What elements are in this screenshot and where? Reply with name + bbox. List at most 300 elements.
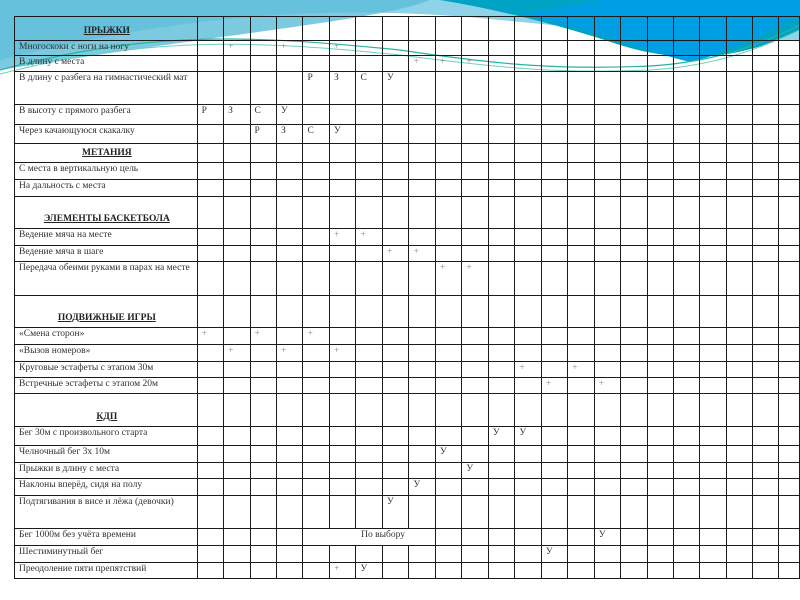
empty-cell (568, 529, 594, 546)
empty-cell (700, 144, 726, 163)
empty-cell (277, 229, 303, 246)
empty-cell (488, 56, 514, 72)
empty-cell (726, 328, 752, 345)
empty-cell (700, 362, 726, 378)
empty-cell (726, 163, 752, 180)
empty-cell (594, 125, 620, 144)
empty-cell (726, 446, 752, 463)
empty-cell (726, 463, 752, 479)
empty-cell (673, 262, 699, 296)
empty-cell (568, 163, 594, 180)
empty-cell (752, 427, 778, 446)
empty-cell (700, 125, 726, 144)
table-row (15, 229, 800, 246)
empty-cell (462, 345, 488, 362)
empty-cell (647, 427, 673, 446)
mark-cell: + (409, 56, 436, 72)
empty-cell (621, 463, 647, 479)
empty-cell (356, 427, 383, 446)
empty-cell (329, 197, 356, 229)
empty-cell (462, 496, 488, 529)
empty-cell (303, 262, 329, 296)
empty-cell (779, 180, 800, 197)
empty-cell (700, 180, 726, 197)
empty-cell (621, 144, 647, 163)
empty-cell (329, 496, 356, 529)
empty-cell (197, 72, 223, 105)
empty-cell (488, 378, 514, 394)
empty-cell (779, 17, 800, 41)
empty-cell (382, 394, 409, 427)
empty-cell (197, 229, 223, 246)
empty-cell (329, 246, 356, 262)
empty-cell (594, 17, 620, 41)
empty-cell (329, 394, 356, 427)
empty-cell (515, 246, 541, 262)
empty-cell (700, 17, 726, 41)
empty-cell (621, 546, 647, 563)
empty-cell (224, 144, 250, 163)
empty-cell (303, 394, 329, 427)
empty-cell (673, 427, 699, 446)
empty-cell (250, 144, 276, 163)
exercise-label: Бег 30м с произвольного старта (15, 427, 198, 446)
table-row (15, 72, 800, 105)
empty-cell (673, 229, 699, 246)
empty-cell (488, 496, 514, 529)
empty-cell (515, 345, 541, 362)
empty-cell (462, 105, 488, 125)
empty-cell (462, 296, 488, 328)
table-row (15, 163, 800, 180)
empty-cell (409, 362, 436, 378)
empty-cell (594, 328, 620, 345)
empty-cell (647, 163, 673, 180)
empty-cell (409, 105, 436, 125)
empty-cell (435, 144, 461, 163)
empty-cell (541, 262, 567, 296)
empty-cell (382, 362, 409, 378)
mark-cell: У (382, 496, 409, 529)
empty-cell (462, 72, 488, 105)
empty-cell (594, 262, 620, 296)
empty-cell (197, 345, 223, 362)
empty-cell (568, 345, 594, 362)
mark-cell: + (594, 378, 620, 394)
empty-cell (462, 427, 488, 446)
empty-cell (224, 246, 250, 262)
empty-cell (435, 163, 461, 180)
empty-cell (356, 328, 383, 345)
exercise-label: Наклоны вперёд, сидя на полу (15, 479, 198, 496)
empty-cell (277, 296, 303, 328)
empty-cell (435, 496, 461, 529)
empty-cell (224, 394, 250, 427)
section-row (15, 394, 800, 427)
empty-cell (435, 41, 461, 56)
exercise-label: Встречные эстафеты с этапом 20м (15, 378, 198, 394)
empty-cell (382, 427, 409, 446)
empty-cell (726, 17, 752, 41)
empty-cell (752, 125, 778, 144)
empty-cell (726, 563, 752, 579)
empty-cell (224, 229, 250, 246)
empty-cell (197, 56, 223, 72)
mark-cell: З (277, 125, 303, 144)
empty-cell (779, 144, 800, 163)
empty-cell (621, 246, 647, 262)
empty-cell (197, 197, 223, 229)
exercise-label: Круговые эстафеты с этапом 30м (15, 362, 198, 378)
empty-cell (409, 180, 436, 197)
table-row (15, 427, 800, 446)
empty-cell (515, 378, 541, 394)
empty-cell (435, 529, 461, 546)
mark-cell: У (409, 479, 436, 496)
empty-cell (779, 446, 800, 463)
empty-cell (568, 180, 594, 197)
empty-cell (779, 496, 800, 529)
empty-cell (197, 17, 223, 41)
empty-cell (594, 105, 620, 125)
empty-cell (197, 546, 223, 563)
empty-cell (356, 546, 383, 563)
exercise-label: В длину с разбега на гимнастический мат (15, 72, 198, 105)
empty-cell (700, 262, 726, 296)
empty-cell (673, 56, 699, 72)
empty-cell (541, 446, 567, 463)
empty-cell (197, 144, 223, 163)
empty-cell (435, 479, 461, 496)
empty-cell (250, 262, 276, 296)
empty-cell (515, 479, 541, 496)
empty-cell (197, 296, 223, 328)
empty-cell (726, 394, 752, 427)
empty-cell (594, 41, 620, 56)
empty-cell (779, 479, 800, 496)
empty-cell (568, 328, 594, 345)
empty-cell (726, 296, 752, 328)
empty-cell (329, 17, 356, 41)
mark-cell: + (329, 41, 356, 56)
empty-cell (488, 345, 514, 362)
empty-cell (726, 41, 752, 56)
empty-cell (700, 496, 726, 529)
exercise-label: «Вызов номеров» (15, 345, 198, 362)
empty-cell (303, 446, 329, 463)
empty-cell (752, 479, 778, 496)
empty-cell (250, 362, 276, 378)
empty-cell (515, 56, 541, 72)
table-row (15, 125, 800, 144)
table-row (15, 496, 800, 529)
empty-cell (329, 378, 356, 394)
mark-cell: + (435, 262, 461, 296)
empty-cell (647, 394, 673, 427)
empty-cell (673, 446, 699, 463)
mark-cell: З (224, 105, 250, 125)
empty-cell (700, 463, 726, 479)
section-heading: КДП (15, 394, 198, 427)
empty-cell (277, 546, 303, 563)
empty-cell (224, 328, 250, 345)
mark-cell: У (435, 446, 461, 463)
empty-cell (568, 496, 594, 529)
empty-cell (779, 463, 800, 479)
empty-cell (277, 144, 303, 163)
empty-cell (409, 496, 436, 529)
empty-cell (329, 163, 356, 180)
empty-cell (541, 427, 567, 446)
empty-cell (779, 56, 800, 72)
table-row (15, 345, 800, 362)
empty-cell (568, 296, 594, 328)
empty-cell (224, 17, 250, 41)
empty-cell (224, 163, 250, 180)
empty-cell (462, 362, 488, 378)
empty-cell (462, 180, 488, 197)
empty-cell (409, 163, 436, 180)
empty-cell (488, 362, 514, 378)
empty-cell (462, 125, 488, 144)
empty-cell (329, 328, 356, 345)
empty-cell (594, 246, 620, 262)
empty-cell (779, 394, 800, 427)
table-row (15, 362, 800, 378)
section-row (15, 144, 800, 163)
mark-cell: Р (250, 125, 276, 144)
empty-cell (621, 328, 647, 345)
empty-cell (673, 246, 699, 262)
section-row (15, 17, 800, 41)
empty-cell (647, 56, 673, 72)
empty-cell (515, 394, 541, 427)
empty-cell (197, 563, 223, 579)
empty-cell (409, 345, 436, 362)
empty-cell (250, 529, 276, 546)
empty-cell (462, 394, 488, 427)
empty-cell (277, 328, 303, 345)
empty-cell (541, 345, 567, 362)
empty-cell (409, 17, 436, 41)
mark-cell: С (250, 105, 276, 125)
empty-cell (462, 479, 488, 496)
empty-cell (541, 479, 567, 496)
empty-cell (568, 105, 594, 125)
empty-cell (752, 345, 778, 362)
empty-cell (700, 446, 726, 463)
empty-cell (515, 496, 541, 529)
empty-cell (700, 378, 726, 394)
empty-cell (382, 296, 409, 328)
exercise-label: «Смена сторон» (15, 328, 198, 345)
empty-cell (435, 345, 461, 362)
empty-cell (303, 345, 329, 362)
empty-cell (488, 229, 514, 246)
exercise-label: Передача обеими руками в парах на месте (15, 262, 198, 296)
empty-cell (197, 41, 223, 56)
empty-cell (197, 378, 223, 394)
empty-cell (488, 546, 514, 563)
empty-cell (356, 394, 383, 427)
empty-cell (568, 262, 594, 296)
empty-cell (382, 125, 409, 144)
empty-cell (568, 463, 594, 479)
empty-cell (250, 463, 276, 479)
empty-cell (356, 56, 383, 72)
section-row (15, 296, 800, 328)
empty-cell (382, 262, 409, 296)
empty-cell (356, 446, 383, 463)
empty-cell (197, 262, 223, 296)
empty-cell (462, 17, 488, 41)
empty-cell (700, 546, 726, 563)
exercise-label: На дальность с места (15, 180, 198, 197)
empty-cell (356, 163, 383, 180)
empty-cell (329, 546, 356, 563)
empty-cell (621, 479, 647, 496)
empty-cell (462, 563, 488, 579)
empty-cell (621, 105, 647, 125)
empty-cell (462, 229, 488, 246)
empty-cell (752, 362, 778, 378)
mark-cell: + (197, 328, 223, 345)
empty-cell (435, 328, 461, 345)
empty-cell (197, 394, 223, 427)
mark-cell: У (594, 529, 620, 546)
empty-cell (752, 229, 778, 246)
empty-cell (197, 479, 223, 496)
empty-cell (462, 246, 488, 262)
empty-cell (277, 463, 303, 479)
empty-cell (435, 463, 461, 479)
empty-cell (779, 72, 800, 105)
empty-cell (409, 296, 436, 328)
exercise-label: Через качающуюся скакалку (15, 125, 198, 144)
empty-cell (726, 262, 752, 296)
empty-cell (250, 17, 276, 41)
empty-cell (409, 197, 436, 229)
empty-cell (382, 479, 409, 496)
empty-cell (224, 262, 250, 296)
empty-cell (250, 72, 276, 105)
table-row (15, 378, 800, 394)
empty-cell (329, 446, 356, 463)
empty-cell (594, 144, 620, 163)
empty-cell (541, 328, 567, 345)
empty-cell (752, 378, 778, 394)
empty-cell (515, 72, 541, 105)
table-row (15, 479, 800, 496)
empty-cell (621, 345, 647, 362)
empty-cell (250, 496, 276, 529)
empty-cell (541, 496, 567, 529)
empty-cell (329, 362, 356, 378)
empty-cell (277, 496, 303, 529)
empty-cell (673, 563, 699, 579)
empty-cell (594, 197, 620, 229)
empty-cell (726, 496, 752, 529)
mark-cell: + (462, 56, 488, 72)
empty-cell (435, 563, 461, 579)
empty-cell (435, 378, 461, 394)
empty-cell (382, 446, 409, 463)
empty-cell (356, 463, 383, 479)
mark-cell: З (329, 72, 356, 105)
empty-cell (488, 262, 514, 296)
empty-cell (779, 427, 800, 446)
empty-cell (673, 378, 699, 394)
empty-cell (752, 144, 778, 163)
empty-cell (700, 229, 726, 246)
mark-cell: + (224, 345, 250, 362)
empty-cell (224, 56, 250, 72)
empty-cell (277, 197, 303, 229)
empty-cell (515, 529, 541, 546)
empty-cell (621, 446, 647, 463)
empty-cell (621, 496, 647, 529)
empty-cell (277, 17, 303, 41)
empty-cell (515, 229, 541, 246)
empty-cell (673, 41, 699, 56)
empty-cell (409, 427, 436, 446)
empty-cell (515, 463, 541, 479)
empty-cell (621, 125, 647, 144)
empty-cell (488, 394, 514, 427)
empty-cell (250, 56, 276, 72)
empty-cell (488, 479, 514, 496)
empty-cell (541, 180, 567, 197)
exercise-label: Многоскоки с ноги на ногу (15, 41, 198, 56)
empty-cell (621, 56, 647, 72)
empty-cell (435, 17, 461, 41)
empty-cell (752, 529, 778, 546)
section-row (15, 197, 800, 229)
empty-cell (382, 105, 409, 125)
empty-cell (673, 463, 699, 479)
empty-cell (647, 125, 673, 144)
empty-cell (356, 362, 383, 378)
empty-cell (647, 246, 673, 262)
empty-cell (700, 246, 726, 262)
empty-cell (409, 125, 436, 144)
empty-cell (779, 229, 800, 246)
empty-cell (673, 163, 699, 180)
empty-cell (621, 378, 647, 394)
mark-cell: + (515, 362, 541, 378)
empty-cell (356, 17, 383, 41)
empty-cell (541, 56, 567, 72)
empty-cell (726, 479, 752, 496)
empty-cell (541, 529, 567, 546)
empty-cell (382, 180, 409, 197)
empty-cell (250, 197, 276, 229)
empty-cell (435, 229, 461, 246)
empty-cell (462, 144, 488, 163)
empty-cell (435, 546, 461, 563)
empty-cell (752, 197, 778, 229)
empty-cell (250, 394, 276, 427)
empty-cell (726, 427, 752, 446)
empty-cell (250, 546, 276, 563)
empty-cell (515, 197, 541, 229)
empty-cell (621, 197, 647, 229)
mark-cell: У (277, 105, 303, 125)
mark-cell: + (250, 328, 276, 345)
empty-cell (356, 262, 383, 296)
empty-cell (594, 446, 620, 463)
empty-cell (488, 144, 514, 163)
